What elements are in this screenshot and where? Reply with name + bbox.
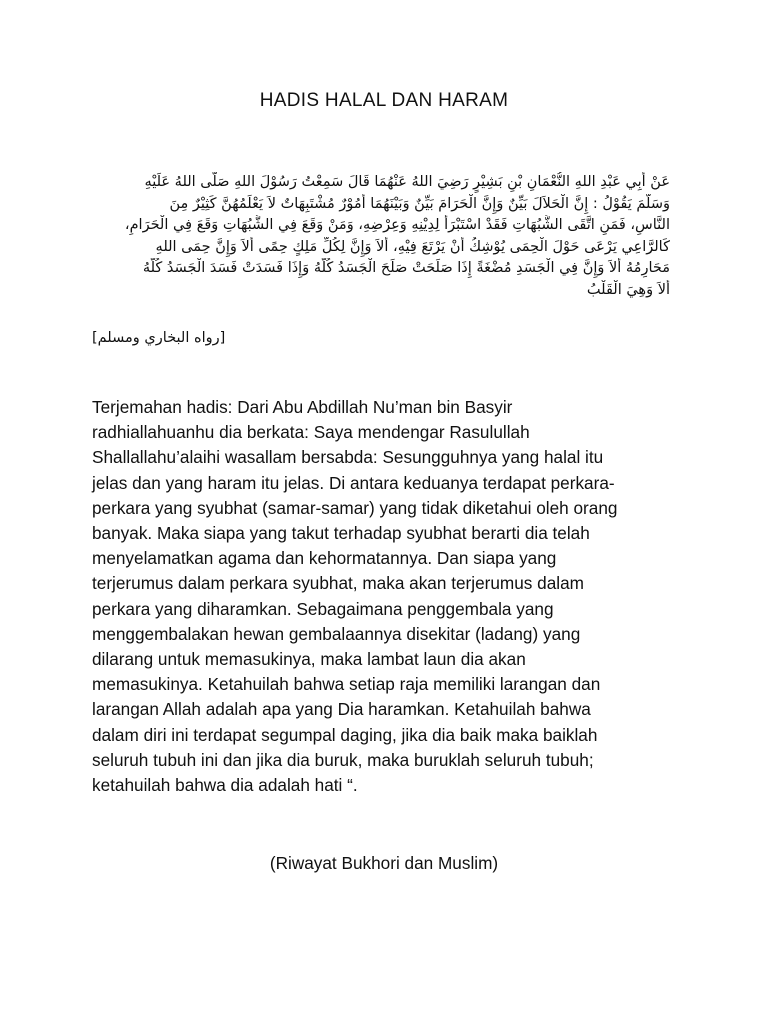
- arabic-hadith-text: [92, 172, 670, 301]
- translation-line: jelas dan yang haram itu jelas. Di antara keduanya terdapat perkara-: [92, 472, 615, 493]
- arabic-line: النَّاسِ، فَمَنِ اتَّقَى الشُّبُهَاتِ فَقَدْ اسْتَبْرَأَ لِدِيْنِهِ وَعِرْضِهِ، وَمَنْ وَقَعَ فِي الشُّبُهَاتِ وَقَعَ فِي الْحَرَامِ،: [124, 217, 670, 233]
- arabic-line: أَلاَ وَهِيَ الْقَلْبُ: [586, 281, 670, 298]
- arabic-line: كَالرَّاعِي يَرْعَى حَوْلَ الْحِمَى يُوْشِكُ أَنْ يَرْتَعَ فِيْهِ، أَلاَ وَإِنَّ لِكُلِّ مَلِكٍ حِمًى أَلاَ وَإِنَّ حِمَى اللهِ: [155, 238, 670, 255]
- translation-line: Shallallahu’alaihi wasallam bersabda: Sesungguhnya yang halal itu: [92, 447, 604, 468]
- translation-line: dalam diri ini terdapat segumpal daging, jika dia baik maka baiklah: [92, 724, 598, 745]
- translation-line: radhiallahuanhu dia berkata: Saya mendengar Rasulullah: [92, 422, 530, 443]
- arabic-source-citation: [رواه البخاري ومسلم]: [92, 330, 226, 346]
- translation-line: memasukinya. Ketahuilah bahwa setiap raja memiliki larangan dan: [92, 674, 601, 695]
- arabic-line: مَحَارِمُهُ أَلاَ وَإِنَّ فِي الْجَسَدِ مُضْغَةً إِذَا صَلَحَتْ صَلَحَ الْجَسَدُ كُلُّهُ وَإِذَا فَسَدَتْ فَسَدَ الْجَسَدُ كُلُّهُ: [142, 260, 670, 276]
- translation-line: dilarang untuk memasukinya, maka lambat laun dia akan: [92, 649, 526, 670]
- translation-line: terjerumus dalam perkara syubhat, maka akan terjerumus dalam: [92, 573, 584, 594]
- translation-line: perkara yang syubhat (samar-samar) yang tidak diketahui oleh orang: [92, 497, 618, 518]
- arabic-line: وَسَلَّمَ يَقُوْلُ : إِنَّ الْحَلاَلَ بَيِّنٌ وَإِنَّ الْحَرَامَ بَيِّنٌ وَبَيْنَهُمَا أُمُوْرٌ مُشْتَبِهَاتٌ لاَ يَعْلَمُهُنَّ كَثِيْرٌ مِنَ: [169, 195, 670, 212]
- translation-line: menggembalakan hewan gembalaannya disekitar (ladang) yang: [92, 623, 581, 644]
- narration-citation: (Riwayat Bukhori dan Muslim): [269, 853, 499, 873]
- arabic-line: عَنْ أَبِي عَبْدِ اللهِ النُّعْمَانِ بْنِ بَشِيْرٍ رَضِيَ اللهُ عَنْهُمَا قَالَ سَمِعْتُ رَسُوْلَ اللهِ صَلَّى اللهُ عَلَيْهِ: [144, 174, 670, 190]
- translation-line: perkara yang diharamkan. Sebagaimana penggembala yang: [92, 598, 554, 619]
- translation-line: larangan Allah adalah apa yang Dia haramkan. Ketahuilah bahwa: [92, 699, 591, 720]
- translation-paragraph: [92, 395, 664, 798]
- translation-line: banyak. Maka siapa yang takut terhadap syubhat berarti dia telah: [92, 523, 590, 544]
- translation-line: ketahuilah bahwa dia adalah hati “.: [92, 775, 358, 796]
- translation-line: menyelamatkan agama dan kehormatannya. Dan siapa yang: [92, 548, 557, 569]
- translation-line: seluruh tubuh ini dan jika dia buruk, maka buruklah seluruh tubuh;: [92, 749, 594, 770]
- document-title: HADIS HALAL DAN HARAM: [259, 90, 509, 111]
- translation-line: Terjemahan hadis: Dari Abu Abdillah Nu’man bin Basyir: [92, 397, 513, 417]
